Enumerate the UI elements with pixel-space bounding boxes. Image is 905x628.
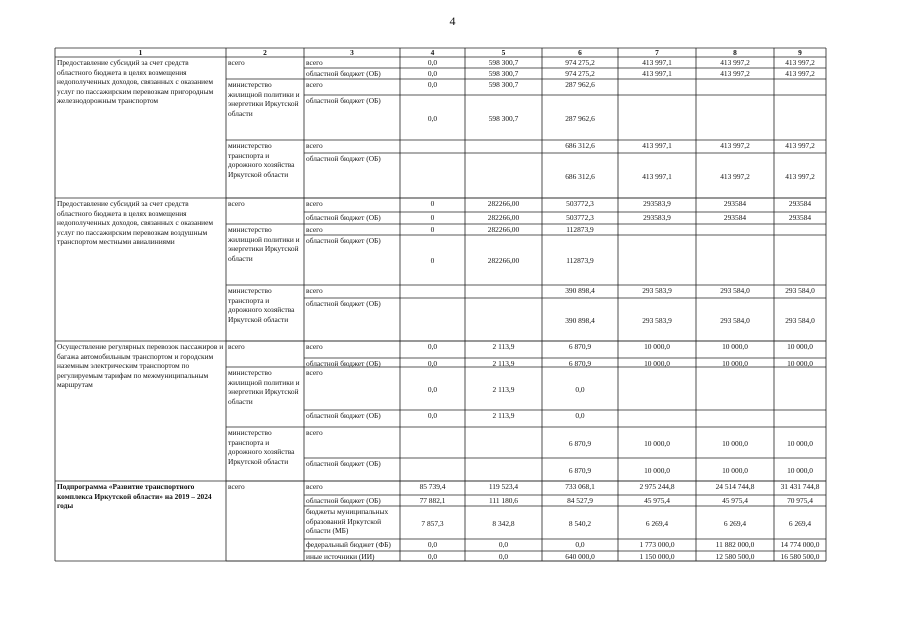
table-cell: 6 870,9 [568,342,592,351]
funding-source: всего [306,225,323,234]
table-cell: 70 975,4 [787,496,813,505]
executor-label: всего [228,342,245,351]
table-cell: 2 975 244,8 [639,482,675,491]
table-cell: 1 150 000,0 [639,552,675,561]
executor-label: министерство транспорта и дорожного хозяйства Иркутской области [228,428,295,466]
table-cell: 282266,00 [487,225,520,234]
executor-label: всего [228,482,245,491]
page-number: 4 [449,14,456,28]
table-cell: 287 962,6 [565,80,595,89]
table-cell: 2 113,9 [492,411,515,420]
executor-label: министерство жилищной политики и энергетики Иркутской области [228,368,300,406]
table-cell: 598 300,7 [488,113,519,123]
funding-source: областной бюджет (ОБ) [306,96,381,105]
table-cell: 293 583,9 [642,286,672,295]
table-cell: 293584 [723,213,747,222]
table-cell: 31 431 744,8 [780,482,820,491]
table-cell: 0,0 [427,359,438,368]
funding-source: всего [306,482,323,491]
executor-label: всего [228,199,245,208]
funding-source: всего [306,286,323,295]
table-cell: 10 000,0 [722,359,748,368]
funding-source: областной бюджет (ОБ) [306,359,381,368]
table-cell: 0,0 [575,384,585,394]
executor-label: всего [228,58,245,67]
table-cell: 413 997,1 [642,69,672,78]
table-cell: 0 [430,213,435,222]
table-cell: 293584 [788,213,812,222]
table-cell: 413 997,2 [785,141,815,150]
table-cell: 0,0 [427,552,438,561]
table-cell: 293 584,0 [720,286,750,295]
table-cell: 111 180,6 [488,496,518,505]
column-header-2: 2 [263,47,267,57]
column-header-8: 8 [733,47,737,57]
executor-label: министерство жилищной политики и энергетики Иркутской области [228,80,300,118]
funding-source: областной бюджет (ОБ) [306,69,381,78]
table-cell: 10 000,0 [644,438,670,448]
table-cell: 413 997,1 [642,171,672,181]
table-cell: 413 997,2 [720,69,750,78]
table-cell: 10 000,0 [787,465,813,475]
table-cell: 10 000,0 [722,438,748,448]
table-cell: 293 584,0 [785,315,815,325]
table-cell: 598 300,7 [488,58,519,67]
table-cell: 598 300,7 [488,80,519,89]
funding-source: всего [306,58,323,67]
column-header-1: 1 [138,47,143,57]
funding-source: всего [306,199,323,208]
table-cell: 293583,9 [643,199,671,208]
column-header-3: 3 [350,47,354,57]
table-cell: 413 997,2 [720,171,750,181]
column-header-7: 7 [655,47,659,57]
funding-source: бюджеты муниципальных образований Иркутской области (МБ) [306,507,389,536]
table-cell: 413 997,2 [785,58,815,67]
table-cell: 112873,9 [566,225,594,234]
funding-source: областной бюджет (ОБ) [306,496,381,505]
table-cell: 282266,00 [487,213,520,222]
table-cell: 0,0 [427,113,438,123]
table-cell: 6 870,9 [568,438,592,448]
funding-source: областной бюджет (ОБ) [306,154,381,163]
table-cell: 77 882,1 [419,496,446,505]
column-header-6: 6 [578,47,582,57]
table-cell: 0,0 [427,69,438,78]
table-cell: 8 540,2 [568,518,592,528]
table-cell: 282266,00 [487,256,520,265]
funding-source: всего [306,342,323,351]
table-cell: 6 269,4 [645,518,669,528]
table-cell: 10 000,0 [722,342,748,351]
table-cell: 119 523,4 [488,482,519,491]
block-title: Предоставление субсидий за счет средств областного бюджета в целях возмещения недополученных доходов, связанных с оказанием услуг по пассажирским перевозкам воздушным транспортом местными авиалиниями [57,199,214,247]
table-cell: 2 113,9 [492,342,515,351]
table-cell: 0,0 [575,411,585,420]
table-cell: 974 275,2 [565,58,595,67]
table-cell: 503772,3 [566,199,594,208]
table-cell: 390 898,4 [565,286,595,295]
table-cell: 0,0 [427,540,438,549]
table-cell: 0,0 [575,540,585,549]
table-cell: 112873,9 [566,256,594,265]
table-cell: 974 275,2 [565,69,595,78]
table-cell: 8 342,8 [492,518,515,528]
table-cell: 6 870,9 [568,465,592,475]
funding-source: областной бюджет (ОБ) [306,459,381,468]
table-cell: 85 739,4 [419,482,446,491]
table-cell: 293 584,0 [720,315,750,325]
table-cell: 12 580 500,0 [715,552,755,561]
table-cell: 10 000,0 [644,359,670,368]
table-cell: 10 000,0 [644,342,670,351]
table-cell: 293583,9 [643,213,671,222]
table-cell: 293 583,9 [642,315,672,325]
table-cell: 2 113,9 [492,359,515,368]
executor-label: министерство жилищной политики и энергетики Иркутской области [228,225,300,263]
column-header-9: 9 [798,47,802,57]
table-cell: 10 000,0 [722,465,748,475]
column-header-5: 5 [501,47,506,57]
table-cell: 10 000,0 [787,342,813,351]
table-cell: 6 269,4 [788,518,812,528]
table-cell: 16 580 500,0 [780,552,820,561]
funding-source: иные источники (ИИ) [306,552,375,561]
table-cell: 0,0 [427,342,438,351]
table-cell: 6 269,4 [723,518,747,528]
funding-source: всего [306,80,323,89]
table-cell: 733 068,1 [565,482,595,491]
table-cell: 14 774 000,0 [780,540,820,549]
table-cell: 2 113,9 [492,384,515,394]
table-cell: 413 997,2 [720,58,750,67]
table-cell: 0,0 [427,384,438,394]
block-title: Предоставление субсидий за счет средств областного бюджета в целях возмещения недополученных доходов, связанных с оказанием услуг по пассажирским перевозкам пригородным железнодорожным транспортом [57,58,214,106]
table-cell: 413 997,1 [642,141,672,150]
table-cell: 282266,00 [487,199,520,208]
table-cell: 24 514 744,8 [715,482,755,491]
block-title: Осуществление регулярных перевозок пассажиров и багажа автомобильным транспортом и городским наземным электрическим транспортом по регулируемым тарифам по межмуниципальным маршрутам [57,342,224,390]
funding-source: всего [306,368,323,377]
funding-source: федеральный бюджет (ФБ) [306,540,391,549]
executor-label: министерство транспорта и дорожного хозяйства Иркутской области [228,286,295,324]
table-cell: 413 997,2 [720,141,750,150]
table-cell: 0 [430,199,435,208]
table-cell: 293584 [788,199,812,208]
funding-source: всего [306,141,323,150]
funding-source: областной бюджет (ОБ) [306,236,381,245]
funding-source: областной бюджет (ОБ) [306,213,381,222]
table-cell: 686 312,6 [565,171,595,181]
table-cell: 0,0 [498,540,509,549]
table-cell: 0 [430,225,435,234]
table-cell: 6 870,9 [568,359,592,368]
table-cell: 10 000,0 [644,465,670,475]
block-title: Подпрограмма «Развитие транспортного комплекса Иркутской области» на 2019 – 2024 годы [57,482,212,511]
table-cell: 390 898,4 [565,315,595,325]
table-cell: 293 584,0 [785,286,815,295]
table-cell: 0,0 [427,58,438,67]
table-cell: 45 975,4 [722,496,748,505]
executor-label: министерство транспорта и дорожного хозяйства Иркутской области [228,141,295,179]
table-cell: 0 [430,256,435,265]
table-cell: 413 997,1 [642,58,672,67]
table-cell: 0,0 [427,80,438,89]
table-cell: 503772,3 [566,213,594,222]
table-cell: 287 962,6 [565,113,595,123]
table-cell: 1 773 000,0 [639,540,675,549]
column-header-4: 4 [430,47,435,57]
table-cell: 413 997,2 [785,171,815,181]
funding-source: областной бюджет (ОБ) [306,299,381,308]
table-cell: 686 312,6 [565,141,595,150]
table-cell: 11 882 000,0 [715,540,755,549]
funding-source: всего [306,428,323,437]
table-cell: 45 975,4 [644,496,670,505]
table-cell: 0,0 [427,411,438,420]
table-cell: 7 857,3 [421,518,444,528]
table-cell: 10 000,0 [787,438,813,448]
table-cell: 0,0 [498,552,509,561]
funding-source: областной бюджет (ОБ) [306,411,381,420]
table-cell: 598 300,7 [488,69,519,78]
table-cell: 84 527,9 [567,496,593,505]
table-cell: 293584 [723,199,747,208]
table-cell: 413 997,2 [785,69,815,78]
table-cell: 640 000,0 [565,552,595,561]
table-cell: 10 000,0 [787,359,813,368]
